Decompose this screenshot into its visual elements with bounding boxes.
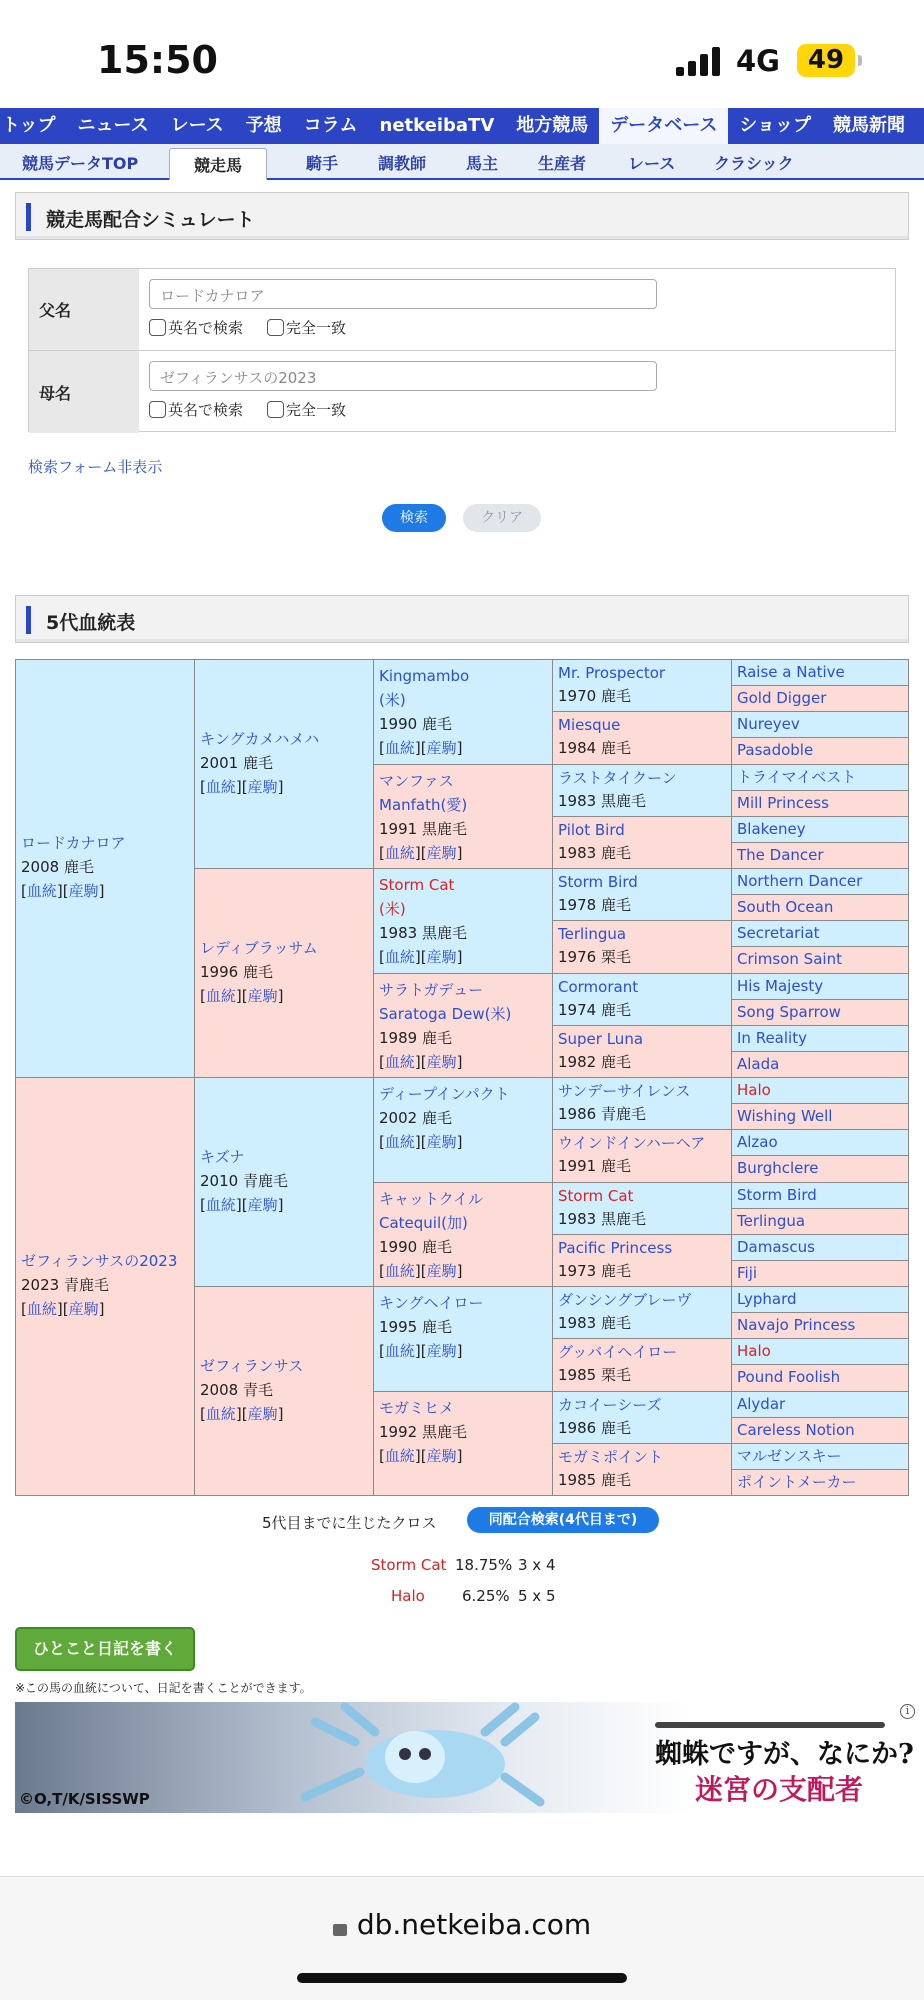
url-text: db.netkeiba.com: [356, 1908, 592, 1941]
horse-name-link[interactable]: Fiji: [737, 1264, 758, 1282]
offspring-link[interactable]: 産駒: [247, 987, 278, 1005]
horse-name-link[interactable]: Northern Dancer: [737, 872, 863, 890]
horse-name-link[interactable]: Crimson Saint: [737, 950, 842, 968]
pedigree-cell-g5-29: [731, 1417, 909, 1444]
horse-name-link[interactable]: Blakeney: [737, 820, 806, 838]
offspring-link[interactable]: 産駒: [247, 778, 278, 796]
horse-name-link[interactable]: Pasadoble: [737, 741, 814, 759]
sire-label: 父名: [29, 269, 139, 350]
pedigree-cell-g5-14: [731, 1025, 909, 1052]
nav-shop[interactable]: ショップ: [739, 115, 811, 136]
pedigree-cell-g4b: [552, 711, 732, 765]
horse-links: [血統][産駒]: [21, 1300, 105, 1318]
search-button[interactable]: 検索: [382, 504, 446, 532]
clock: 15:50: [97, 38, 218, 82]
pedigree-cell-g5-7: [731, 842, 909, 869]
horse-name-link[interactable]: Halo: [737, 1342, 771, 1360]
subnav-data-top[interactable]: 競馬データTOP: [22, 154, 139, 173]
pedigree-cell-g5-0: [731, 659, 909, 686]
pedigree-cell-g5-26: [731, 1338, 909, 1365]
pedigree-cell-g4f: [552, 920, 732, 974]
horse-year-color: 1990 鹿毛: [379, 715, 452, 733]
pedigree-cell-g5-17: [731, 1103, 909, 1130]
simulate-title: 競走馬配合シミュレート: [46, 209, 255, 231]
pedigree-link[interactable]: 血統: [384, 948, 415, 966]
horse-name-link[interactable]: ゼフィランサスの2023: [21, 1252, 178, 1270]
horse-name-link[interactable]: Pound Foolish: [737, 1368, 841, 1386]
horse-name-link[interactable]: キャットクイル: [379, 1190, 483, 1208]
horse-year-color: 1973 鹿毛: [558, 1262, 631, 1280]
dam-exact-label: 完全一致: [286, 401, 347, 419]
pedigree-header: [15, 595, 909, 643]
pedigree-cell-g1a: [15, 659, 195, 1078]
horse-year-color: 1983 黒鹿毛: [558, 792, 646, 810]
pedigree-cell-g5-30: [731, 1443, 909, 1470]
pedigree-cell-g4c: [552, 764, 732, 817]
pedigree-link[interactable]: 血統: [205, 778, 236, 796]
horse-name-link[interactable]: Secretariat: [737, 924, 820, 942]
battery-icon: 49: [797, 44, 855, 77]
checkbox-icon: [149, 319, 166, 336]
diary-note: ※この馬の血統について、日記を書くことができます。: [15, 1681, 312, 1695]
pedigree-cell-g1b: [15, 1077, 195, 1496]
nav-chiho[interactable]: 地方競馬: [516, 115, 589, 136]
horse-year-color: 1991 黒鹿毛: [379, 820, 467, 838]
pedigree-cell-g4g: [552, 973, 732, 1026]
horse-name-link[interactable]: Mill Princess: [737, 794, 829, 812]
horse-name-link[interactable]: ロードカナロア: [21, 834, 126, 852]
url-bar[interactable]: [0, 1908, 924, 1941]
hide-form-link[interactable]: 検索フォーム非表示: [28, 458, 163, 476]
nav-tv[interactable]: netkeibaTV: [379, 115, 495, 136]
horse-name-link[interactable]: Kingmambo: [379, 667, 470, 685]
pedigree-cell-g4d: [552, 816, 732, 869]
write-diary-button[interactable]: ひとこと日記を書く: [15, 1627, 195, 1671]
nav-column[interactable]: コラム: [303, 115, 358, 136]
horse-year-color: 1990 鹿毛: [379, 1238, 452, 1256]
nav-database[interactable]: データベース: [599, 108, 728, 144]
horse-year-color: 1986 青鹿毛: [558, 1105, 646, 1123]
nav-race[interactable]: レース: [170, 115, 224, 136]
subnav-classic[interactable]: クラシック: [714, 154, 794, 173]
horse-name-link[interactable]: Storm Bird: [558, 873, 638, 891]
offspring-link[interactable]: 産駒: [426, 1342, 457, 1360]
pedigree-cell-g5-9: [731, 894, 909, 921]
pedigree-link[interactable]: 血統: [26, 1300, 57, 1318]
pedigree-cell-g5-3: [731, 737, 909, 765]
horse-year-color: 1978 鹿毛: [558, 896, 631, 914]
horse-year-color: 1992 黒鹿毛: [379, 1423, 467, 1441]
browser-bottom-bar: [0, 1876, 924, 2000]
ad-info-icon[interactable]: i: [900, 1704, 915, 1719]
horse-links: [血統][産駒]: [379, 844, 463, 862]
home-indicator: [297, 1973, 627, 1983]
horse-name-link[interactable]: レディブラッサム: [200, 939, 318, 957]
dam-row: [29, 351, 895, 433]
horse-year-color: 1983 鹿毛: [558, 1314, 631, 1332]
horse-year-color: 1986 鹿毛: [558, 1419, 631, 1437]
sire-row: [29, 269, 895, 351]
pedigree-cell-g5-5: [731, 790, 909, 817]
horse-name-link[interactable]: His Majesty: [737, 977, 824, 995]
sire-input[interactable]: ロードカナロア: [149, 279, 657, 309]
horse-name-link[interactable]: キズナ: [200, 1148, 245, 1166]
pedigree-link[interactable]: 血統: [384, 844, 415, 862]
cross-pct-1: 6.25%: [462, 1587, 510, 1605]
global-nav: [0, 108, 924, 144]
horse-name-link[interactable]: キングヘイロー: [379, 1294, 484, 1312]
offspring-link[interactable]: 産駒: [247, 1196, 278, 1214]
same-cross-search-button[interactable]: 同配合検索(4代目まで): [467, 1507, 659, 1533]
status-bar: [0, 0, 924, 110]
dam-exact-checkbox[interactable]: [267, 399, 346, 420]
offspring-link[interactable]: 産駒: [247, 1405, 278, 1423]
horse-name-link[interactable]: Storm Cat: [379, 876, 455, 894]
pedigree-cell-g5-4: [731, 764, 909, 791]
horse-name-link[interactable]: Halo: [737, 1081, 771, 1099]
nav-top[interactable]: トップ: [2, 115, 56, 136]
horse-year-color: 1996 鹿毛: [200, 963, 273, 981]
horse-name-link[interactable]: Raise a Native: [737, 663, 845, 681]
horse-year-color: 2001 鹿毛: [200, 754, 273, 772]
horse-name-link[interactable]: カコイーシーズ: [558, 1396, 662, 1414]
horse-name-link-2[interactable]: (米): [379, 900, 406, 918]
subnav-jockey[interactable]: 騎手: [306, 154, 339, 173]
ad-logo-image: [655, 1722, 885, 1728]
horse-name-link[interactable]: Alydar: [737, 1395, 786, 1413]
dam-input[interactable]: ゼフィランサスの2023: [149, 361, 657, 391]
dam-english-checkbox[interactable]: [149, 399, 243, 420]
pedigree-cell-g2d: [194, 1286, 374, 1496]
clear-button[interactable]: クリア: [463, 504, 541, 532]
horse-name-link[interactable]: Pacific Princess: [558, 1239, 673, 1257]
offspring-link[interactable]: 産駒: [426, 1447, 457, 1465]
horse-links: [血統][産駒]: [379, 1342, 463, 1360]
pedigree-link[interactable]: 血統: [205, 1196, 236, 1214]
pedigree-cell-g5-22: [731, 1234, 909, 1261]
pedigree-cell-g5-12: [731, 973, 909, 1000]
horse-name-link[interactable]: ウインドインハーヘア: [558, 1134, 706, 1152]
pedigree-title: 5代血統表: [46, 612, 136, 634]
pedigree-cell-g3h: [373, 1391, 553, 1496]
sire-exact-checkbox[interactable]: [267, 317, 346, 338]
horse-name-link[interactable]: サンデーサイレンス: [558, 1082, 691, 1100]
ad-title-2: 迷宮の支配者: [695, 1773, 864, 1806]
horse-name-link-2[interactable]: Saratoga Dew(米): [379, 1005, 512, 1023]
horse-name-link[interactable]: モガミポイント: [558, 1448, 664, 1466]
cross-pct-0: 18.75%: [455, 1556, 513, 1574]
offspring-link[interactable]: 産駒: [426, 844, 457, 862]
pedigree-cell-g4j: [552, 1129, 732, 1183]
pedigree-cell-g4o: [552, 1391, 732, 1444]
horse-name-link[interactable]: マルゼンスキー: [737, 1447, 842, 1465]
offspring-link[interactable]: 産駒: [426, 1262, 457, 1280]
nav-newspaper[interactable]: 競馬新聞: [833, 115, 905, 136]
pedigree-cell-g4l: [552, 1234, 732, 1287]
pedigree-cell-g3c: [373, 868, 553, 974]
horse-name-link[interactable]: キングカメハメハ: [200, 730, 320, 748]
horse-links: [血統][産駒]: [200, 1196, 284, 1214]
horse-name-link[interactable]: In Reality: [737, 1029, 807, 1047]
pedigree-link[interactable]: 血統: [384, 1447, 415, 1465]
pedigree-cell-g5-8: [731, 868, 909, 895]
horse-name-link[interactable]: グッバイヘイロー: [558, 1343, 678, 1361]
pedigree-cell-g5-18: [731, 1129, 909, 1156]
ad-banner[interactable]: [15, 1702, 919, 1813]
horse-name-link[interactable]: Navajo Princess: [737, 1316, 856, 1334]
simulate-header: [15, 192, 909, 240]
horse-name-link[interactable]: サラトガデュー: [379, 981, 484, 999]
pedigree-cell-g2c: [194, 1077, 374, 1287]
pedigree-cell-g3d: [373, 973, 553, 1078]
horse-year-color: 1983 黒鹿毛: [558, 1210, 646, 1228]
pedigree-cell-g4p: [552, 1443, 732, 1496]
pedigree-cell-g4n: [552, 1338, 732, 1392]
horse-name-link[interactable]: ディープインパクト: [379, 1085, 510, 1103]
pedigree-table: [15, 659, 909, 1495]
horse-links: [血統][産駒]: [379, 1262, 463, 1280]
horse-name-link[interactable]: Lyphard: [737, 1290, 797, 1308]
network-label: 4G: [736, 44, 780, 78]
pedigree-cell-g5-20: [731, 1182, 909, 1209]
horse-name-link[interactable]: Damascus: [737, 1238, 815, 1256]
dam-label: 母名: [29, 351, 139, 433]
horse-name-link[interactable]: Storm Cat: [558, 1187, 634, 1205]
cross-name-1[interactable]: Halo: [391, 1587, 425, 1605]
horse-year-color: 2008 青毛: [200, 1381, 273, 1399]
horse-name-link[interactable]: Nureyev: [737, 715, 800, 733]
pedigree-cell-g5-15: [731, 1051, 909, 1078]
pedigree-cell-g4e: [552, 868, 732, 921]
ad-credit: ©O,T/K/SISSWP: [19, 1790, 150, 1808]
pedigree-cell-g4i: [552, 1077, 732, 1130]
horse-year-color: 1982 鹿毛: [558, 1053, 631, 1071]
horse-name-link[interactable]: ダンシングブレーヴ: [558, 1291, 692, 1309]
horse-name-link-2[interactable]: (米): [379, 691, 406, 709]
nav-yoso[interactable]: 予想: [245, 115, 282, 136]
horse-year-color: 1991 鹿毛: [558, 1157, 631, 1175]
offspring-link[interactable]: 産駒: [426, 948, 457, 966]
pedigree-link[interactable]: 血統: [384, 1133, 415, 1151]
sire-english-checkbox[interactable]: [149, 317, 243, 338]
offspring-link[interactable]: 産駒: [68, 882, 99, 900]
nav-news[interactable]: ニュース: [77, 115, 149, 136]
pedigree-cell-g2b: [194, 868, 374, 1078]
pedigree-cell-g5-1: [731, 685, 909, 712]
pedigree-cell-g4h: [552, 1025, 732, 1078]
offspring-link[interactable]: 産駒: [426, 1133, 457, 1151]
signal-icon: [676, 46, 722, 76]
horse-year-color: 1983 鹿毛: [558, 844, 631, 862]
horse-year-color: 1985 鹿毛: [558, 1471, 631, 1489]
cross-name-0[interactable]: Storm Cat: [371, 1556, 447, 1574]
checkbox-icon: [149, 401, 166, 418]
horse-name-link[interactable]: Storm Bird: [737, 1186, 817, 1204]
pedigree-cell-g3f: [373, 1182, 553, 1287]
horse-links: [血統][産駒]: [379, 1447, 463, 1465]
pedigree-cell-g5-28: [731, 1391, 909, 1418]
pedigree-link[interactable]: 血統: [205, 987, 236, 1005]
horse-name-link[interactable]: Wishing Well: [737, 1107, 833, 1125]
horse-name-link[interactable]: モガミヒメ: [379, 1399, 455, 1417]
horse-year-color: 2008 鹿毛: [21, 858, 94, 876]
horse-name-link[interactable]: Burghclere: [737, 1159, 819, 1177]
pedigree-cell-g4a: [552, 659, 732, 712]
pedigree-cell-g5-11: [731, 946, 909, 974]
pedigree-cell-g5-16: [731, 1077, 909, 1104]
subnav-breeder[interactable]: 生産者: [538, 154, 587, 173]
subnav-trainer[interactable]: 調教師: [378, 154, 427, 173]
horse-name-link[interactable]: Alzao: [737, 1133, 778, 1151]
pedigree-cell-g3b: [373, 764, 553, 869]
checkbox-icon: [267, 401, 284, 418]
pedigree-link[interactable]: 血統: [26, 882, 57, 900]
horse-name-link[interactable]: Super Luna: [558, 1030, 644, 1048]
horse-year-color: 2010 青鹿毛: [200, 1172, 288, 1190]
pedigree-cell-g3e: [373, 1077, 553, 1183]
horse-year-color: 1983 黒鹿毛: [379, 924, 467, 942]
horse-name-link[interactable]: Gold Digger: [737, 689, 827, 707]
horse-name-link[interactable]: Mr. Prospector: [558, 664, 666, 682]
horse-links: [血統][産駒]: [200, 987, 284, 1005]
horse-links: [血統][産駒]: [200, 1405, 284, 1423]
pedigree-cell-g5-13: [731, 999, 909, 1026]
pedigree-cell-g2a: [194, 659, 374, 869]
horse-name-link[interactable]: ラストタイクーン: [558, 769, 677, 787]
horse-year-color: 1974 鹿毛: [558, 1001, 631, 1019]
pedigree-cell-g5-31: [731, 1469, 909, 1496]
pedigree-cell-g3g: [373, 1286, 553, 1392]
pedigree-cell-g5-27: [731, 1364, 909, 1392]
horse-year-color: 2023 青鹿毛: [21, 1276, 109, 1294]
horse-name-link[interactable]: South Ocean: [737, 898, 834, 916]
offspring-link[interactable]: 産駒: [426, 739, 457, 757]
sub-nav: [0, 144, 924, 180]
horse-name-link[interactable]: トライマイベスト: [737, 768, 857, 786]
pedigree-cell-g3a: [373, 659, 553, 765]
horse-year-color: 1984 鹿毛: [558, 739, 631, 757]
horse-name-link[interactable]: Alada: [737, 1055, 780, 1073]
cross-label: 5代目までに生じたクロス: [262, 1514, 437, 1532]
horse-name-link[interactable]: Pilot Bird: [558, 821, 625, 839]
horse-name-link[interactable]: The Dancer: [737, 846, 824, 864]
horse-name-link[interactable]: Terlingua: [737, 1212, 806, 1230]
pedigree-cell-g5-19: [731, 1155, 909, 1183]
sire-exact-label: 完全一致: [286, 319, 347, 337]
horse-links: [血統][産駒]: [379, 1133, 463, 1151]
horse-name-link[interactable]: ゼフィランサス: [200, 1357, 304, 1375]
subnav-owner[interactable]: 馬主: [466, 154, 499, 173]
pedigree-cell-g4m: [552, 1286, 732, 1339]
horse-name-link[interactable]: ポイントメーカー: [737, 1473, 857, 1491]
horse-links: [血統][産駒]: [21, 882, 105, 900]
ad-title-1: 蜘蛛ですが、なにか?: [655, 1739, 914, 1770]
search-form: [28, 268, 896, 432]
subnav-race[interactable]: レース: [628, 154, 676, 173]
horse-year-color: 1995 鹿毛: [379, 1318, 452, 1336]
horse-year-color: 1970 鹿毛: [558, 687, 631, 705]
horse-name-link[interactable]: Song Sparrow: [737, 1003, 841, 1021]
pedigree-link[interactable]: 血統: [384, 1262, 415, 1280]
pedigree-cell-g5-6: [731, 816, 909, 843]
pedigree-link[interactable]: 血統: [205, 1405, 236, 1423]
pedigree-link[interactable]: 血統: [384, 1342, 415, 1360]
horse-name-link[interactable]: Careless Notion: [737, 1421, 855, 1439]
horse-name-link[interactable]: Terlingua: [558, 925, 627, 943]
offspring-link[interactable]: 産駒: [426, 1053, 457, 1071]
horse-name-link-2[interactable]: Manfath(愛): [379, 796, 468, 814]
horse-links: [血統][産駒]: [379, 1053, 463, 1071]
horse-year-color: 2002 鹿毛: [379, 1109, 452, 1127]
horse-year-color: 1989 鹿毛: [379, 1029, 452, 1047]
pedigree-cell-g5-24: [731, 1286, 909, 1313]
pedigree-cell-g4k: [552, 1182, 732, 1235]
horse-name-link[interactable]: Miesque: [558, 716, 621, 734]
pedigree-cell-g5-10: [731, 920, 909, 947]
horse-year-color: 1976 栗毛: [558, 948, 631, 966]
horse-year-color: 1985 栗毛: [558, 1366, 631, 1384]
spider-character-image: [305, 1707, 540, 1802]
horse-name-link-2[interactable]: Catequil(加): [379, 1214, 468, 1232]
subnav-horse[interactable]: 競走馬: [169, 148, 267, 180]
checkbox-icon: [267, 319, 284, 336]
horse-name-link[interactable]: Cormorant: [558, 978, 639, 996]
dam-english-label: 英名で検索: [168, 401, 244, 419]
horse-name-link[interactable]: マンファス: [379, 772, 454, 790]
pedigree-cell-g5-25: [731, 1312, 909, 1339]
horse-links: [血統][産駒]: [200, 778, 284, 796]
lock-icon: [333, 1924, 347, 1936]
sire-english-label: 英名で検索: [168, 319, 244, 337]
pedigree-link[interactable]: 血統: [384, 1053, 415, 1071]
pedigree-cell-g5-21: [731, 1208, 909, 1235]
pedigree-link[interactable]: 血統: [384, 739, 415, 757]
horse-links: [血統][産駒]: [379, 739, 463, 757]
cross-gen-0: 3 x 4: [518, 1556, 556, 1574]
cross-gen-1: 5 x 5: [518, 1587, 556, 1605]
horse-links: [血統][産駒]: [379, 948, 463, 966]
pedigree-cell-g5-2: [731, 711, 909, 738]
pedigree-cell-g5-23: [731, 1260, 909, 1287]
offspring-link[interactable]: 産駒: [68, 1300, 99, 1318]
